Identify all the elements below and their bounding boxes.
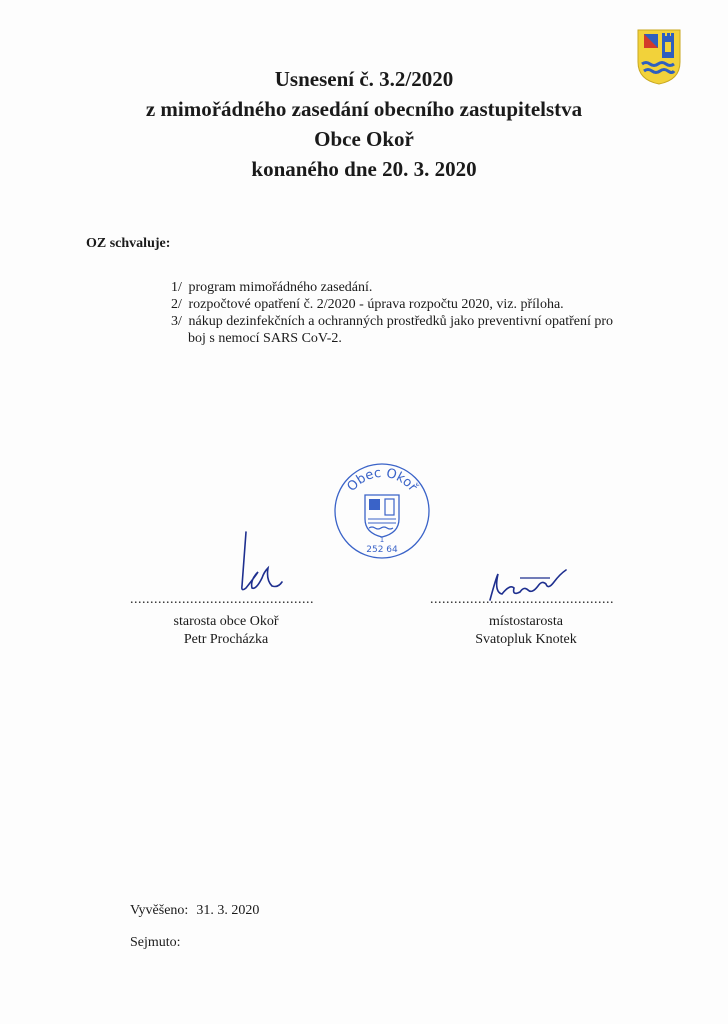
- svg-text:Obec Okoř: [344, 466, 420, 495]
- item-number: 3/: [171, 314, 182, 329]
- posted-label: Vyvěšeno:: [130, 903, 189, 918]
- document-title: [0, 64, 728, 184]
- removed-label: Sejmuto:: [130, 935, 181, 950]
- signature-line-left: ..............................................: [130, 592, 314, 607]
- posted-date: 31. 3. 2020: [196, 903, 260, 918]
- removed-row: [130, 935, 181, 951]
- deputy-mayor-role: místostarosta: [489, 614, 563, 629]
- stamp-postal-code: 252 64: [366, 545, 398, 555]
- stamp-emblem-icon: [365, 495, 399, 537]
- signature-mayor: [232, 528, 292, 598]
- item-text: rozpočtové opatření č. 2/2020 - úprava rozpočtu 2020, viz. příloha.: [188, 297, 564, 312]
- resolution-items: [171, 279, 671, 347]
- item-continuation: boj s nemocí SARS CoV-2.: [188, 331, 342, 346]
- official-stamp: [332, 461, 432, 561]
- list-item: [171, 279, 671, 296]
- title-line-1: Usnesení č. 3.2/2020: [274, 67, 454, 91]
- list-item: [171, 313, 671, 330]
- title-line-3: Obce Okoř: [314, 127, 414, 151]
- mayor-name: Petr Procházka: [183, 632, 269, 647]
- deputy-mayor-name: Svatopluk Knotek: [475, 632, 577, 647]
- title-line-4: konaného dne 20. 3. 2020: [251, 157, 477, 181]
- item-number: 1/: [171, 280, 182, 295]
- signature-line-right: ..............................................: [430, 592, 614, 607]
- stamp-text: Obec Okoř: [344, 465, 420, 495]
- stamp-number: 1: [379, 536, 385, 544]
- posted-row: [130, 903, 259, 919]
- title-line-2: z mimořádného zasedání obecního zastupitelstva: [145, 97, 583, 121]
- mayor-role: starosta obce Okoř: [173, 614, 279, 629]
- item-number: 2/: [171, 297, 182, 312]
- list-item: [171, 296, 671, 313]
- item-text: program mimořádného zasedání.: [188, 280, 373, 295]
- item-text: nákup dezinfekčních a ochranných prostředků jako preventivní opatření pro: [188, 314, 614, 329]
- approves-label: OZ schvaluje:: [86, 236, 171, 251]
